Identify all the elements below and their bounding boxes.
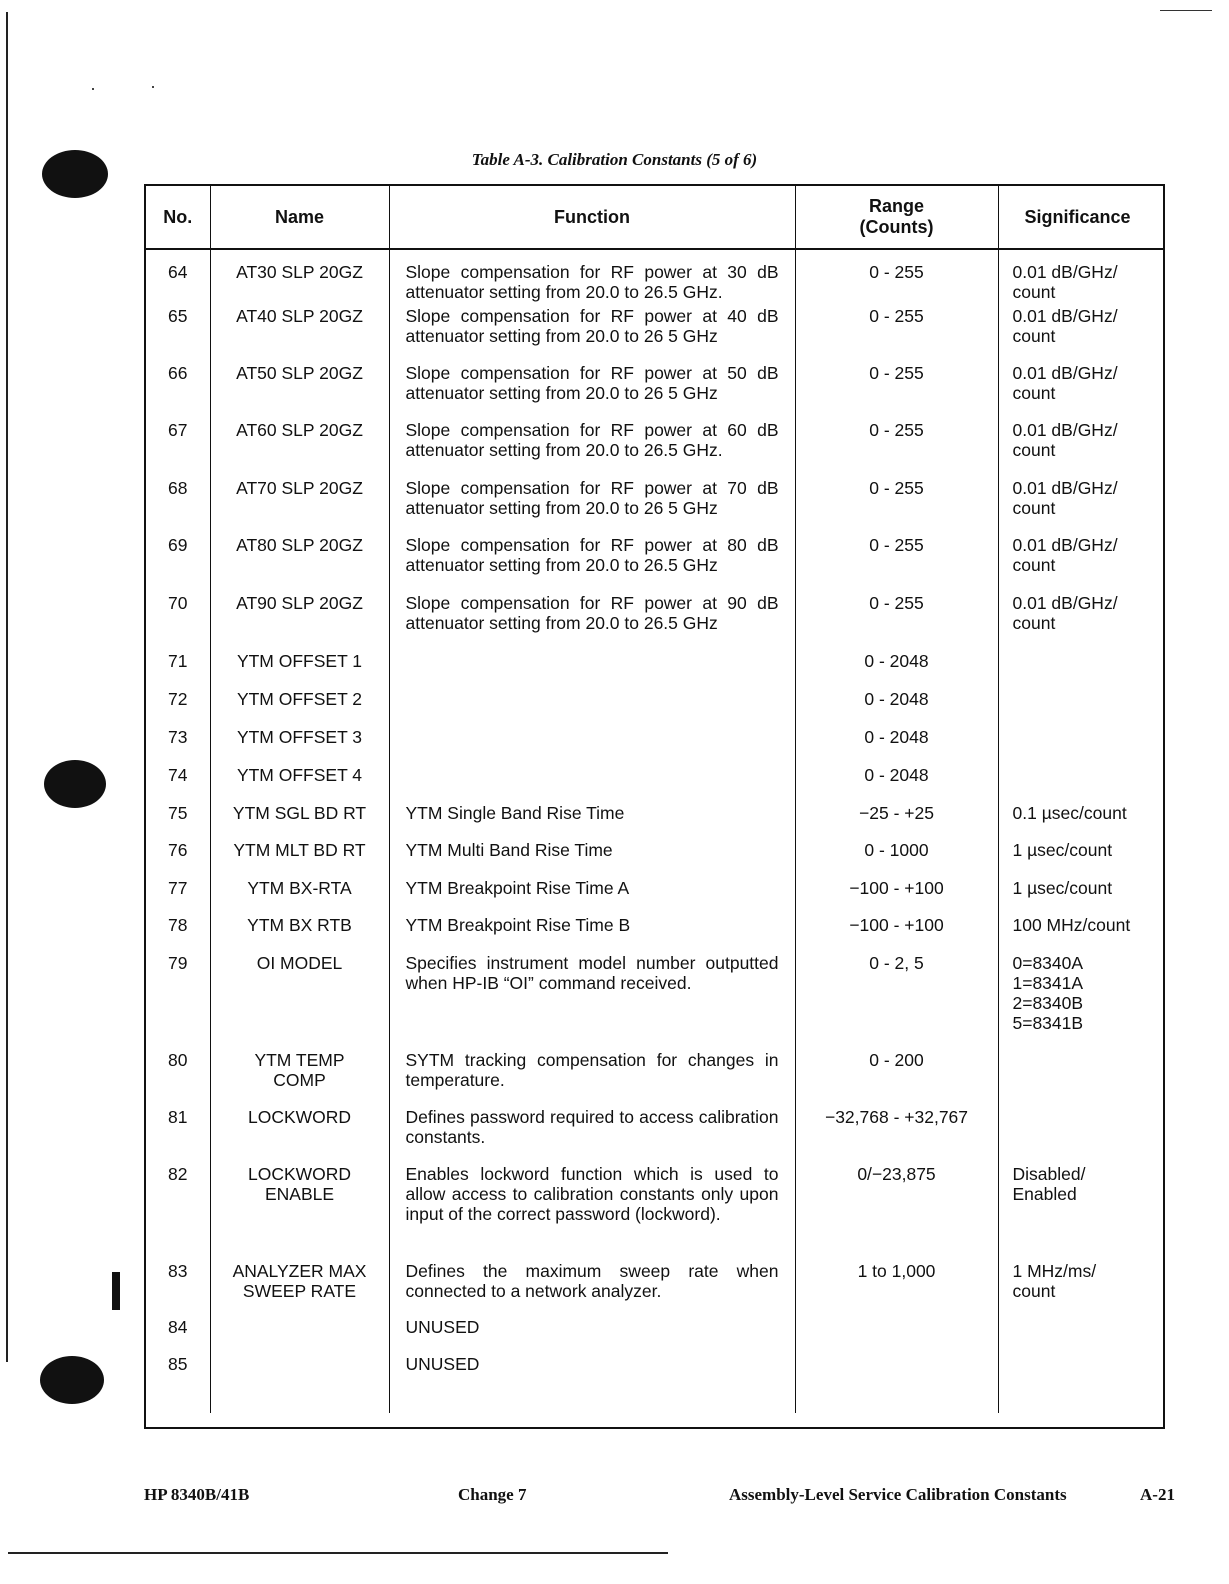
cell-significance: 0.01 dB/GHz/ count <box>1012 593 1118 633</box>
table-row <box>146 651 1163 689</box>
cell-significance <box>998 1354 1163 1391</box>
cell-significance: 0=8340A 1=8341A 2=8340B 5=8341B <box>1012 953 1084 1033</box>
cell-no: 67 <box>146 420 210 478</box>
cell-no: 64 <box>146 249 210 306</box>
cell-range: 0 - 255 <box>795 420 998 478</box>
bottom-rule <box>8 1552 668 1554</box>
cell-name: YTM OFFSET 3 <box>210 727 389 765</box>
cell-no: 75 <box>146 803 210 840</box>
cell-name: AT60 SLP 20GZ <box>210 420 389 478</box>
cell-no: 70 <box>146 593 210 651</box>
cell-no: 85 <box>146 1354 210 1391</box>
header-range-line2: (Counts) <box>859 217 934 237</box>
cell-name: YTM SGL BD RT <box>210 803 389 840</box>
cell-range: 0 - 2048 <box>795 651 998 689</box>
cell-name: LOCKWORD ENABLE <box>210 1164 389 1261</box>
cell-function: UNUSED <box>389 1317 795 1354</box>
filler-cell <box>998 1391 1163 1413</box>
cell-no: 83 <box>146 1261 210 1317</box>
table-row <box>146 689 1163 727</box>
table-row <box>146 915 1163 953</box>
cell-range: 0 - 255 <box>795 478 998 535</box>
cell-range: 0/−23,875 <box>795 1164 998 1261</box>
table-row <box>146 420 1163 478</box>
cell-significance <box>998 727 1163 765</box>
cell-name: AT80 SLP 20GZ <box>210 535 389 593</box>
cell-function <box>389 651 795 689</box>
cell-range: −100 - +100 <box>795 915 998 953</box>
cell-name: LOCKWORD <box>210 1107 389 1164</box>
cell-significance <box>998 1317 1163 1354</box>
calibration-table <box>144 184 1165 1429</box>
cell-significance: 1 µsec/count <box>1012 878 1113 898</box>
cell-function: Slope compensation for RF power at 80 dB attenuator setting from 20.0 to 26.5 GHz <box>389 535 795 593</box>
cell-no: 71 <box>146 651 210 689</box>
table-row <box>146 803 1163 840</box>
cell-no: 65 <box>146 306 210 363</box>
cell-function: YTM Single Band Rise Time <box>389 803 795 840</box>
table-row <box>146 1050 1163 1107</box>
cell-function: Slope compensation for RF power at 70 dB attenuator setting from 20.0 to 26 5 GHz <box>389 478 795 535</box>
cell-function: Slope compensation for RF power at 60 dB attenuator setting from 20.0 to 26.5 GHz. <box>389 420 795 478</box>
cell-name: AT40 SLP 20GZ <box>210 306 389 363</box>
cell-no: 66 <box>146 363 210 420</box>
filler-cell <box>146 1391 210 1413</box>
cell-function: Defines password required to access calibration constants. <box>389 1107 795 1164</box>
speck <box>152 86 154 88</box>
cell-range: 0 - 255 <box>795 535 998 593</box>
table-row <box>146 363 1163 420</box>
filler-cell <box>210 1391 389 1413</box>
left-margin-rule <box>6 12 8 1362</box>
cell-no: 72 <box>146 689 210 727</box>
cell-range: 0 - 255 <box>795 249 998 306</box>
cell-function: Defines the maximum sweep rate when connected to a network analyzer. <box>389 1261 795 1317</box>
cell-range <box>795 1317 998 1354</box>
table-filler-row <box>146 1391 1163 1413</box>
cell-significance <box>998 765 1163 803</box>
cell-function: SYTM tracking compensation for changes in temperature. <box>389 1050 795 1107</box>
table-row <box>146 1107 1163 1164</box>
cell-range: 0 - 255 <box>795 306 998 363</box>
table-row <box>146 727 1163 765</box>
table-row <box>146 478 1163 535</box>
table-row <box>146 535 1163 593</box>
cell-range: 0 - 200 <box>795 1050 998 1107</box>
cell-function: UNUSED <box>389 1354 795 1391</box>
cell-range: 1 to 1,000 <box>795 1261 998 1317</box>
cell-name <box>210 1354 389 1391</box>
cell-name: AT50 SLP 20GZ <box>210 363 389 420</box>
cell-no: 78 <box>146 915 210 953</box>
cell-no: 77 <box>146 878 210 915</box>
header-no: No. <box>146 186 210 249</box>
cell-name <box>210 1317 389 1354</box>
table-header-row <box>146 186 1163 249</box>
cell-significance: 0.01 dB/GHz/ count <box>1012 478 1118 518</box>
cell-range: 0 - 1000 <box>795 840 998 878</box>
cell-name: YTM TEMP COMP <box>210 1050 389 1107</box>
filler-cell <box>389 1391 795 1413</box>
cell-function: Slope compensation for RF power at 90 dB attenuator setting from 20.0 to 26.5 GHz <box>389 593 795 651</box>
cell-significance <box>998 689 1163 727</box>
binder-hole-bottom <box>40 1356 104 1404</box>
cell-no: 76 <box>146 840 210 878</box>
table-row <box>146 840 1163 878</box>
cell-function: Specifies instrument model number outputted when HP-IB “OI” command received. <box>389 953 795 1050</box>
cell-function: Slope compensation for RF power at 30 dB attenuator setting from 20.0 to 26.5 GHz. <box>389 249 795 306</box>
cell-no: 81 <box>146 1107 210 1164</box>
header-name: Name <box>210 186 389 249</box>
cell-range: −25 - +25 <box>795 803 998 840</box>
filler-cell <box>795 1391 998 1413</box>
cell-name: YTM BX-RTA <box>210 878 389 915</box>
cell-function: YTM Breakpoint Rise Time B <box>389 915 795 953</box>
table-row <box>146 249 1163 306</box>
header-range-line1: Range <box>868 196 924 216</box>
table-row <box>146 765 1163 803</box>
table-title: Table A-3. Calibration Constants (5 of 6) <box>471 150 758 169</box>
cell-range: 0 - 255 <box>795 363 998 420</box>
change-bar <box>112 1272 120 1310</box>
cell-no: 68 <box>146 478 210 535</box>
table-row <box>146 953 1163 1050</box>
cell-significance: 0.1 µsec/count <box>1012 803 1127 823</box>
table-row <box>146 878 1163 915</box>
cell-no: 79 <box>146 953 210 1050</box>
cell-function <box>389 689 795 727</box>
cell-significance: 100 MHz/count <box>1012 915 1131 935</box>
cell-no: 80 <box>146 1050 210 1107</box>
cell-name: OI MODEL <box>210 953 389 1050</box>
table-row <box>146 306 1163 363</box>
cell-significance: Disabled/ Enabled <box>1012 1164 1086 1204</box>
footer-change: Change 7 <box>458 1485 527 1504</box>
cell-function: Enables lockword function which is used to allow access to calibration constants only upon input of the correct password (lockword). <box>389 1164 795 1261</box>
cell-no: 74 <box>146 765 210 803</box>
header-function: Function <box>389 186 795 249</box>
cell-significance: 0.01 dB/GHz/ count <box>1012 262 1118 302</box>
header-significance: Significance <box>998 186 1163 249</box>
cell-significance: 1 µsec/count <box>1012 840 1113 860</box>
footer-model: HP 8340B/41B <box>144 1485 250 1504</box>
cell-name: ANALYZER MAX SWEEP RATE <box>210 1261 389 1317</box>
cell-function <box>389 727 795 765</box>
cell-range: −100 - +100 <box>795 878 998 915</box>
cell-range <box>795 1354 998 1391</box>
cell-significance: 1 MHz/ms/ count <box>1012 1261 1097 1301</box>
cell-significance <box>998 1050 1163 1107</box>
cell-significance <box>998 651 1163 689</box>
cell-significance: 0.01 dB/GHz/ count <box>1012 535 1118 575</box>
cell-function: Slope compensation for RF power at 50 dB attenuator setting from 20.0 to 26 5 GHz <box>389 363 795 420</box>
cell-range: 0 - 255 <box>795 593 998 651</box>
cell-no: 69 <box>146 535 210 593</box>
header-range <box>795 186 998 249</box>
footer-page-number: A-21 <box>1140 1485 1175 1504</box>
cell-function <box>389 765 795 803</box>
cell-name: YTM BX RTB <box>210 915 389 953</box>
cell-significance: 0.01 dB/GHz/ count <box>1012 363 1118 403</box>
cell-name: YTM OFFSET 2 <box>210 689 389 727</box>
cell-significance: 0.01 dB/GHz/ count <box>1012 306 1118 346</box>
cell-range: 0 - 2, 5 <box>795 953 998 1050</box>
cell-no: 84 <box>146 1317 210 1354</box>
top-right-rule <box>1160 10 1212 11</box>
table-row <box>146 1354 1163 1391</box>
cell-function: YTM Breakpoint Rise Time A <box>389 878 795 915</box>
cell-name: YTM OFFSET 4 <box>210 765 389 803</box>
cell-name: YTM MLT BD RT <box>210 840 389 878</box>
speck <box>92 88 94 90</box>
cell-significance <box>998 1107 1163 1164</box>
cell-range: 0 - 2048 <box>795 689 998 727</box>
cell-name: AT70 SLP 20GZ <box>210 478 389 535</box>
binder-hole-middle <box>44 760 106 808</box>
table-row <box>146 593 1163 651</box>
cell-no: 73 <box>146 727 210 765</box>
table-row <box>146 1164 1163 1261</box>
table-row <box>146 1261 1163 1317</box>
cell-significance: 0.01 dB/GHz/ count <box>1012 420 1118 460</box>
cell-function: Slope compensation for RF power at 40 dB attenuator setting from 20.0 to 26 5 GHz <box>389 306 795 363</box>
table-body <box>146 249 1163 1413</box>
cell-no: 82 <box>146 1164 210 1261</box>
footer-section: Assembly-Level Service Calibration Constants <box>729 1485 1067 1504</box>
cell-range: 0 - 2048 <box>795 727 998 765</box>
cell-name: AT90 SLP 20GZ <box>210 593 389 651</box>
cell-function: YTM Multi Band Rise Time <box>389 840 795 878</box>
cell-name: AT30 SLP 20GZ <box>210 249 389 306</box>
cell-name: YTM OFFSET 1 <box>210 651 389 689</box>
cell-range: −32,768 - +32,767 <box>795 1107 998 1164</box>
table-row <box>146 1317 1163 1354</box>
cell-range: 0 - 2048 <box>795 765 998 803</box>
